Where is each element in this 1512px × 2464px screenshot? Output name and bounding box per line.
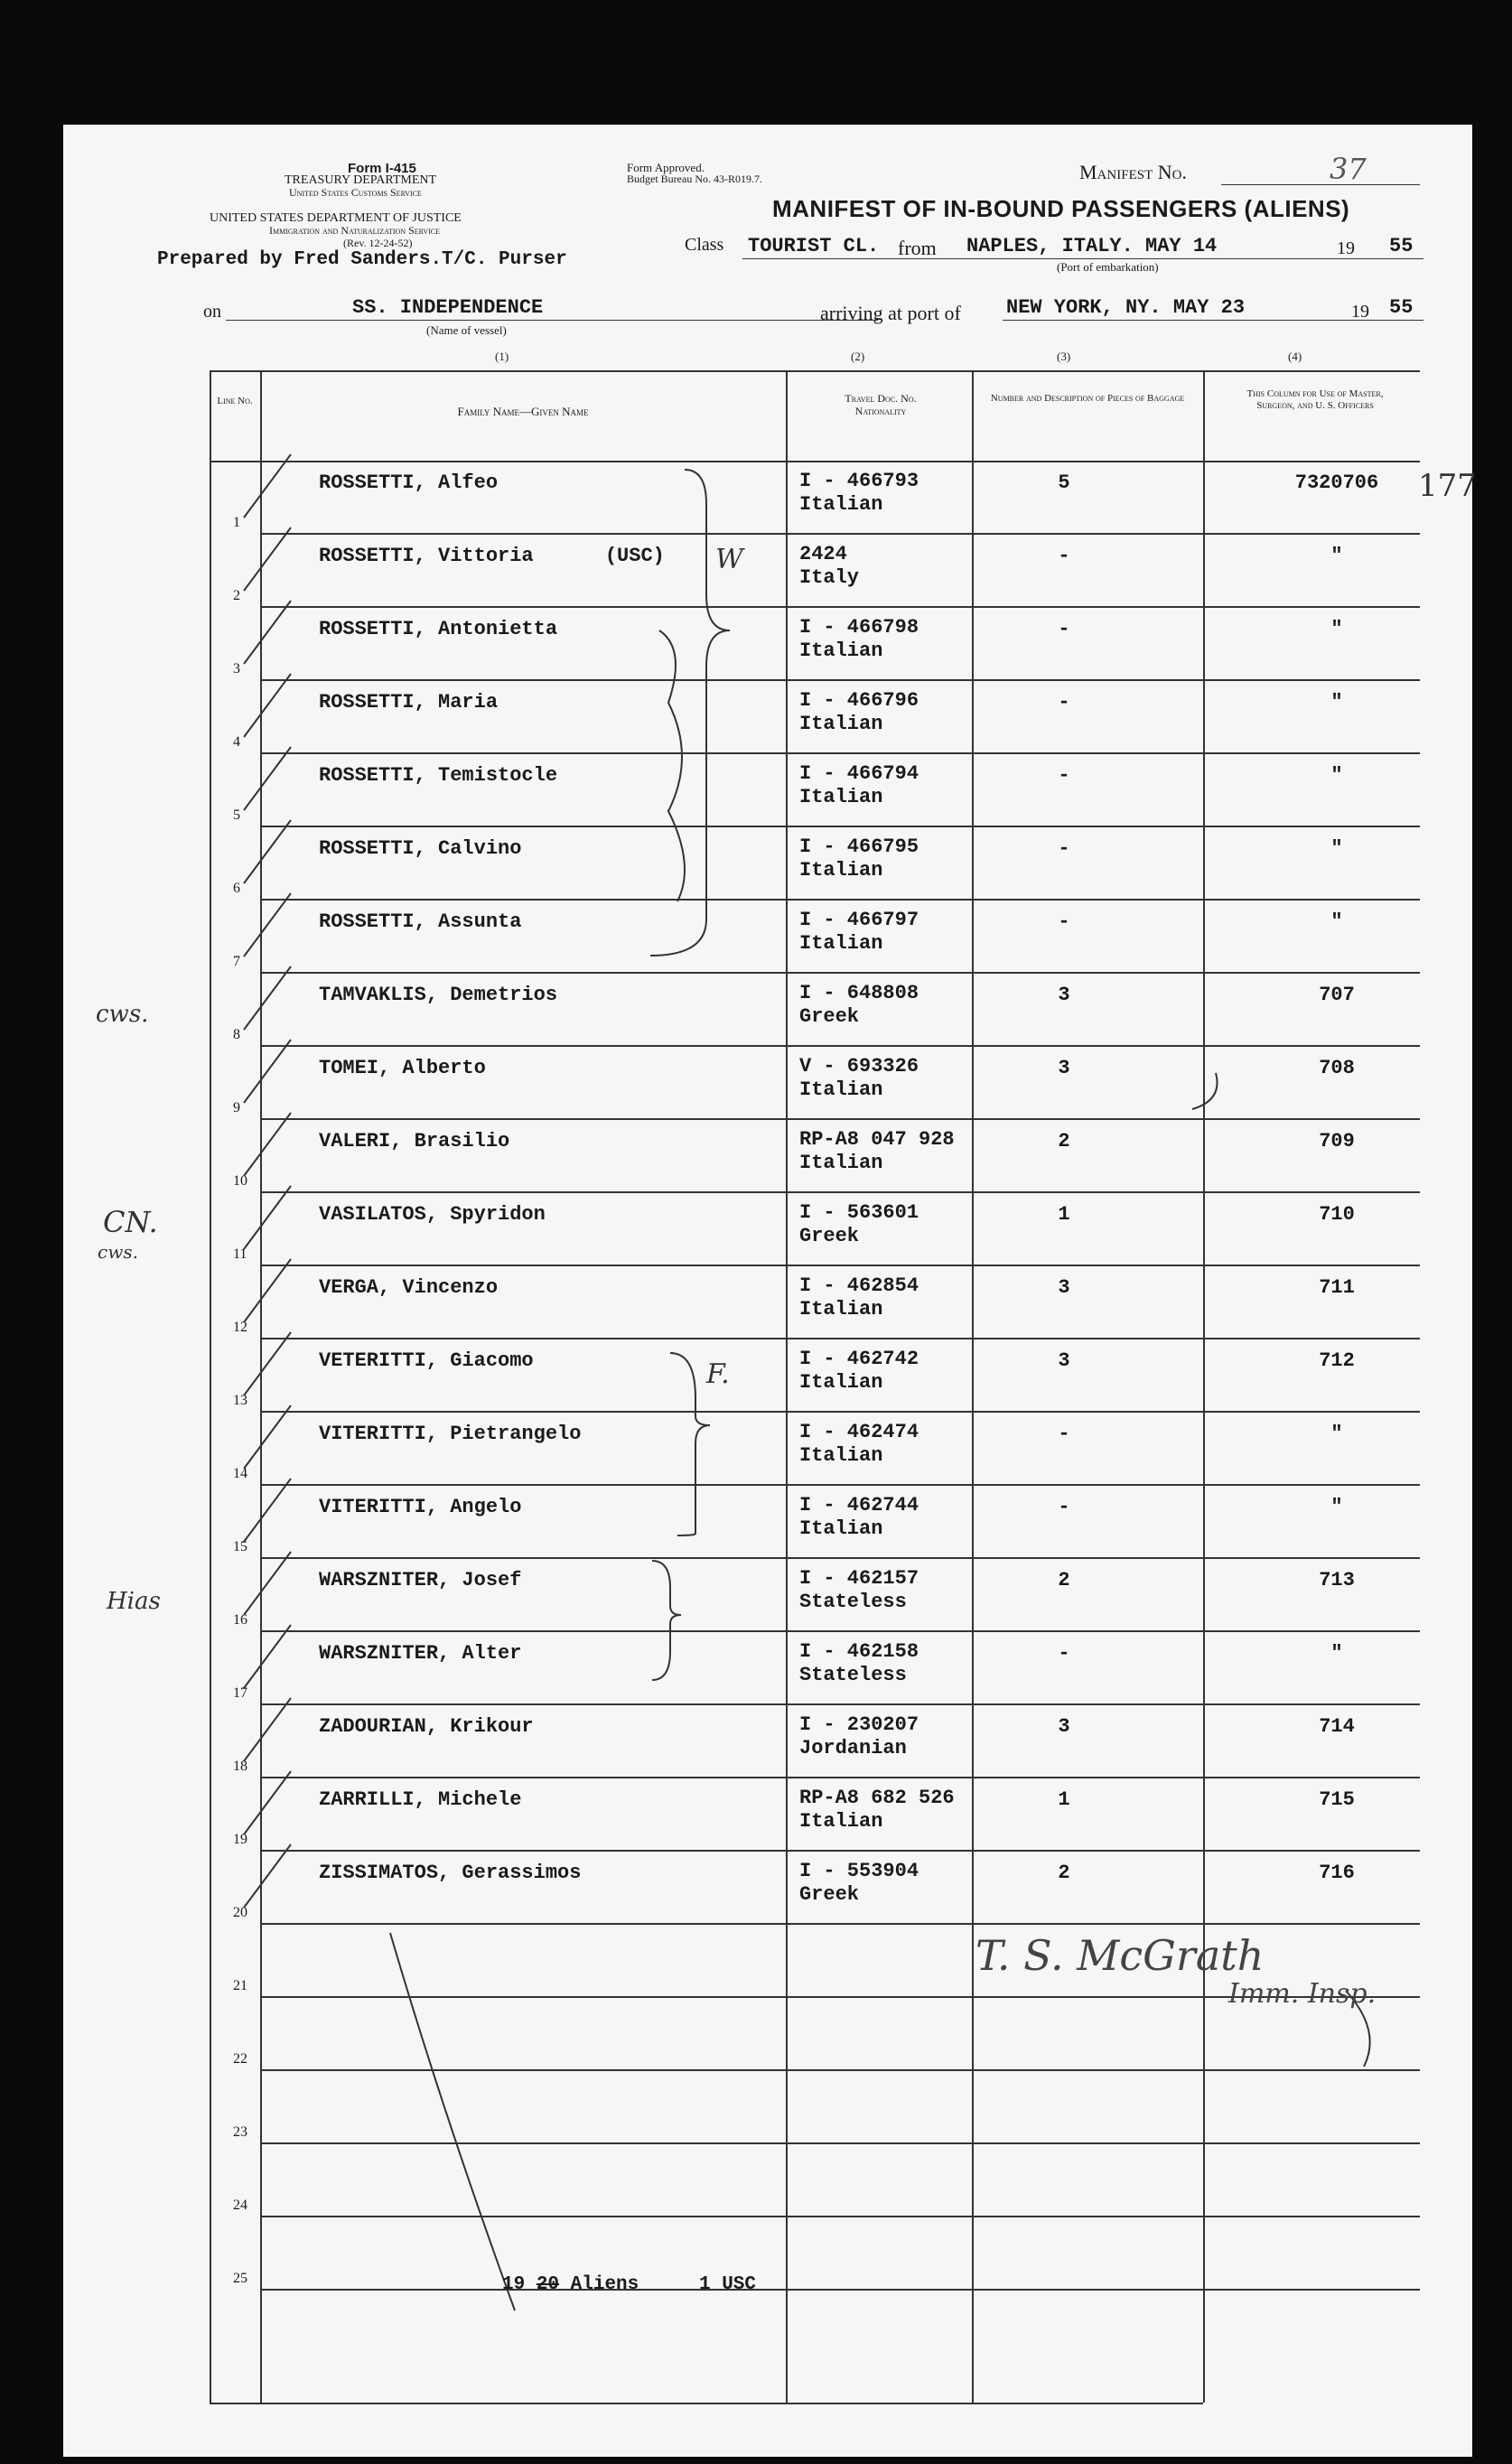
manifest-no-label: Manifest No. <box>1079 161 1187 183</box>
passenger-name: ROSSETTI, Assunta <box>319 910 522 933</box>
baggage-count: - <box>1058 837 1070 860</box>
line-number: 4 <box>233 734 240 750</box>
baggage-count: 5 <box>1058 471 1070 494</box>
line-number: 23 <box>233 2124 247 2140</box>
travel-doc-number: I - 462158 <box>799 1640 919 1663</box>
travel-doc-number: I - 466798 <box>799 616 919 639</box>
officer-number: " <box>1330 837 1343 860</box>
baggage-count: - <box>1058 545 1070 567</box>
col-number-2: (2) <box>851 350 865 363</box>
line-number: 11 <box>233 1246 247 1262</box>
baggage-count: - <box>1058 691 1070 714</box>
nationality: Italian <box>799 1517 883 1540</box>
baggage-count: - <box>1058 764 1070 787</box>
officer-number: " <box>1330 910 1343 933</box>
baggage-count: - <box>1058 618 1070 640</box>
handwriting-overlay <box>63 125 1472 2457</box>
port-caption: (Port of embarkation) <box>1057 260 1159 274</box>
margin-note-cn: CN. <box>103 1205 158 1239</box>
officer-number: 710 <box>1319 1203 1355 1226</box>
margin-note-w: W <box>715 544 743 575</box>
travel-doc-number: I - 466795 <box>799 835 919 858</box>
travel-doc-number: I - 230207 <box>799 1713 919 1736</box>
travel-doc-number: I - 466793 <box>799 470 919 492</box>
nationality: Italian <box>799 1444 883 1467</box>
line-number: 5 <box>233 807 240 823</box>
justice-department: UNITED STATES DEPARTMENT OF JUSTICE <box>210 211 462 225</box>
family-bracket-viteritti <box>670 1353 710 1535</box>
travel-doc-number: I - 462742 <box>799 1348 919 1370</box>
margin-note-cws-2: cws. <box>98 1241 138 1263</box>
officer-number: " <box>1330 1423 1343 1445</box>
line-number: 3 <box>233 661 240 677</box>
year-2: 55 <box>1389 296 1414 319</box>
travel-doc-number: V - 693326 <box>799 1055 919 1078</box>
travel-doc-number: 2424 <box>799 543 847 565</box>
officer-number: " <box>1330 545 1343 567</box>
passenger-name: VALERI, Brasilio <box>319 1130 510 1153</box>
officer-number: " <box>1330 764 1343 787</box>
passenger-name: ROSSETTI, Calvino <box>319 837 522 860</box>
passenger-name: ROSSETTI, Temistocle <box>319 764 558 787</box>
line-number: 1 <box>233 515 240 530</box>
baggage-count: - <box>1058 1423 1070 1445</box>
travel-doc-number: I - 462474 <box>799 1421 919 1443</box>
nationality: Italy <box>799 566 860 589</box>
line-number: 2 <box>233 588 240 603</box>
col-number-3: (3) <box>1057 350 1071 363</box>
travel-doc-number: I - 462157 <box>799 1567 919 1590</box>
from-label: from <box>898 237 937 259</box>
officer-number: 713 <box>1319 1569 1355 1591</box>
baggage-count: 1 <box>1058 1203 1070 1226</box>
travel-doc-number: RP-A8 047 928 <box>799 1128 955 1151</box>
passenger-name: TOMEI, Alberto <box>319 1057 486 1079</box>
nationality: Greek <box>799 1883 860 1906</box>
travel-doc-number: I - 466794 <box>799 762 919 785</box>
baggage-count: 3 <box>1058 1715 1070 1738</box>
vessel-name: SS. INDEPENDENCE <box>352 296 544 319</box>
passenger-name: ZADOURIAN, Krikour <box>319 1715 534 1738</box>
travel-doc-number: I - 648808 <box>799 982 919 1004</box>
aliens-label: Aliens <box>559 2274 639 2295</box>
aliens-count: 19 <box>502 2274 537 2295</box>
col-header-line-no: Line No. <box>217 396 253 406</box>
on-label: on <box>203 302 221 322</box>
department: TREASURY DEPARTMENT <box>285 173 437 187</box>
nationality: Greek <box>799 1225 860 1247</box>
baggage-count: 1 <box>1058 1788 1070 1811</box>
nationality: Italian <box>799 1078 883 1101</box>
line-number: 7 <box>233 954 240 969</box>
col-header-travel-doc: Travel Doc. No. Nationality <box>845 392 917 417</box>
year-prefix-2: 19 <box>1351 302 1369 322</box>
baggage-count: 2 <box>1058 1862 1070 1884</box>
officer-number: " <box>1330 1496 1343 1518</box>
total-usc: 1 USC <box>699 2274 757 2295</box>
baggage-count: 2 <box>1058 1569 1070 1591</box>
class-value: TOURIST CL. <box>748 235 880 257</box>
travel-doc-number: I - 563601 <box>799 1201 919 1224</box>
nationality: Italian <box>799 493 883 516</box>
nationality: Italian <box>799 1810 883 1833</box>
passenger-name: VITERITTI, Angelo <box>319 1496 522 1518</box>
officer-number: 7320706 <box>1294 471 1379 494</box>
manifest-title: MANIFEST OF IN-BOUND PASSENGERS (ALIENS) <box>772 195 1350 222</box>
class-label: Class <box>685 235 724 255</box>
nationality: Italian <box>799 1371 883 1394</box>
baggage-bracket <box>1192 1073 1218 1109</box>
nationality: Italian <box>799 932 883 955</box>
line-number: 24 <box>233 2198 247 2213</box>
line-number: 14 <box>233 1466 247 1481</box>
arriving-label: arriving at port of <box>820 302 961 324</box>
col-number-1: (1) <box>495 350 509 363</box>
travel-doc-number: I - 553904 <box>799 1860 919 1882</box>
nationality: Italian <box>799 859 883 882</box>
family-bracket-inner <box>659 630 685 901</box>
vessel-caption: (Name of vessel) <box>426 323 507 337</box>
nationality: Stateless <box>799 1591 907 1613</box>
line-number: 8 <box>233 1027 240 1042</box>
officer-number: " <box>1330 1642 1343 1665</box>
col-header-officers: This Column for Use of Master, Surgeon, and U. S. Officers <box>1246 388 1384 411</box>
baggage-count: 3 <box>1058 1057 1070 1079</box>
officer-number: 712 <box>1319 1349 1355 1372</box>
line-number: 15 <box>233 1539 247 1554</box>
officer-number: 714 <box>1319 1715 1355 1738</box>
nationality: Italian <box>799 713 883 735</box>
passenger-name: ZISSIMATOS, Gerassimos <box>319 1862 582 1884</box>
line-number: 12 <box>233 1320 247 1335</box>
line-number: 9 <box>233 1100 240 1115</box>
line-number: 17 <box>233 1685 247 1701</box>
customs-service: United States Customs Service <box>289 186 422 199</box>
officer-number: 711 <box>1319 1276 1355 1299</box>
port-of-embarkation: NAPLES, ITALY. MAY 14 <box>966 235 1218 257</box>
family-bracket-warszniter <box>652 1561 681 1680</box>
line-number: 13 <box>233 1393 247 1408</box>
passenger-name: ROSSETTI, Alfeo <box>319 471 499 494</box>
officer-number: " <box>1330 618 1343 640</box>
travel-doc-number: RP-A8 682 526 <box>799 1787 955 1809</box>
passenger-name: ZARRILLI, Michele <box>319 1788 522 1811</box>
officer-number: 707 <box>1319 984 1355 1006</box>
cancellation-stroke <box>390 1933 515 2310</box>
ins-service: Immigration and Naturalization Service <box>269 224 441 237</box>
officer-number: " <box>1330 691 1343 714</box>
passenger-name: VITERITTI, Pietrangelo <box>319 1423 582 1445</box>
margin-note-cws: cws. <box>96 1001 149 1028</box>
travel-doc-number: I - 462744 <box>799 1494 919 1517</box>
passenger-name: WARSZNITER, Josef <box>319 1569 522 1591</box>
margin-note-f: F. <box>706 1358 730 1390</box>
line-number: 25 <box>233 2271 247 2286</box>
officer-number: 708 <box>1319 1057 1355 1079</box>
baggage-count: 2 <box>1058 1130 1070 1153</box>
nationality: Italian <box>799 1152 883 1174</box>
line-number: 16 <box>233 1612 247 1628</box>
col-header-baggage: Number and Description of Pieces of Baggage <box>990 393 1185 404</box>
passenger-name: ROSSETTI, Vittoria (USC) <box>319 545 665 567</box>
margin-note-hias: Hias <box>107 1588 161 1615</box>
year-1: 55 <box>1389 235 1414 257</box>
passenger-name: WARSZNITER, Alter <box>319 1642 522 1665</box>
budget-bureau: Budget Bureau No. 43-R019.7. <box>627 173 762 185</box>
col-number-4: (4) <box>1288 350 1302 363</box>
margin-note-177: 177 <box>1418 468 1477 504</box>
baggage-count: - <box>1058 910 1070 933</box>
form-approved: Form Approved. <box>627 161 705 174</box>
passenger-name: VERGA, Vincenzo <box>319 1276 499 1299</box>
officer-number: 709 <box>1319 1130 1355 1153</box>
passenger-name: VETERITTI, Giacomo <box>319 1349 534 1372</box>
nationality: Stateless <box>799 1664 907 1686</box>
passenger-name: TAMVAKLIS, Demetrios <box>319 984 558 1006</box>
passenger-name: VASILATOS, Spyridon <box>319 1203 546 1226</box>
nationality: Greek <box>799 1005 860 1028</box>
travel-doc-number: I - 466797 <box>799 909 919 931</box>
officer-title: Imm. Insp. <box>1228 1978 1377 2010</box>
line-number: 6 <box>233 881 240 896</box>
officer-number: 715 <box>1319 1788 1355 1811</box>
family-bracket-rossetti <box>650 470 730 956</box>
arrival-port: NEW YORK, NY. MAY 23 <box>1006 296 1246 319</box>
baggage-count: - <box>1058 1496 1070 1518</box>
line-number: 18 <box>233 1759 247 1774</box>
baggage-count: 3 <box>1058 1276 1070 1299</box>
nationality: Italian <box>799 1298 883 1321</box>
line-number: 20 <box>233 1905 247 1920</box>
nationality: Italian <box>799 786 883 808</box>
line-number: 10 <box>233 1173 247 1189</box>
baggage-count: - <box>1058 1642 1070 1665</box>
manifest-number: 37 <box>1330 152 1367 186</box>
form-number: Form I-415 <box>348 161 416 176</box>
passenger-name: ROSSETTI, Antonietta <box>319 618 558 640</box>
revision-date: (Rev. 12-24-52) <box>343 237 413 249</box>
year-prefix-1: 19 <box>1337 238 1355 258</box>
nationality: Italian <box>799 639 883 662</box>
line-number: 22 <box>233 2051 247 2067</box>
baggage-count: 3 <box>1058 984 1070 1006</box>
officer-signature: T. S. McGrath <box>975 1931 1265 1980</box>
travel-doc-number: I - 462854 <box>799 1274 919 1297</box>
nationality: Jordanian <box>799 1737 907 1759</box>
manifest-sheet <box>63 125 1477 2457</box>
aliens-count-struck: 20 <box>536 2274 560 2295</box>
total-aliens <box>502 2274 639 2295</box>
line-number: 19 <box>233 1832 247 1847</box>
passenger-name: ROSSETTI, Maria <box>319 691 499 714</box>
col-header-family-name: Family Name—Given Name <box>457 405 589 418</box>
prepared-by: Prepared by Fred Sanders.T/C. Purser <box>157 249 567 270</box>
officer-number: 716 <box>1319 1862 1355 1884</box>
baggage-count: 3 <box>1058 1349 1070 1372</box>
travel-doc-number: I - 466796 <box>799 689 919 712</box>
line-number: 21 <box>233 1978 247 1993</box>
